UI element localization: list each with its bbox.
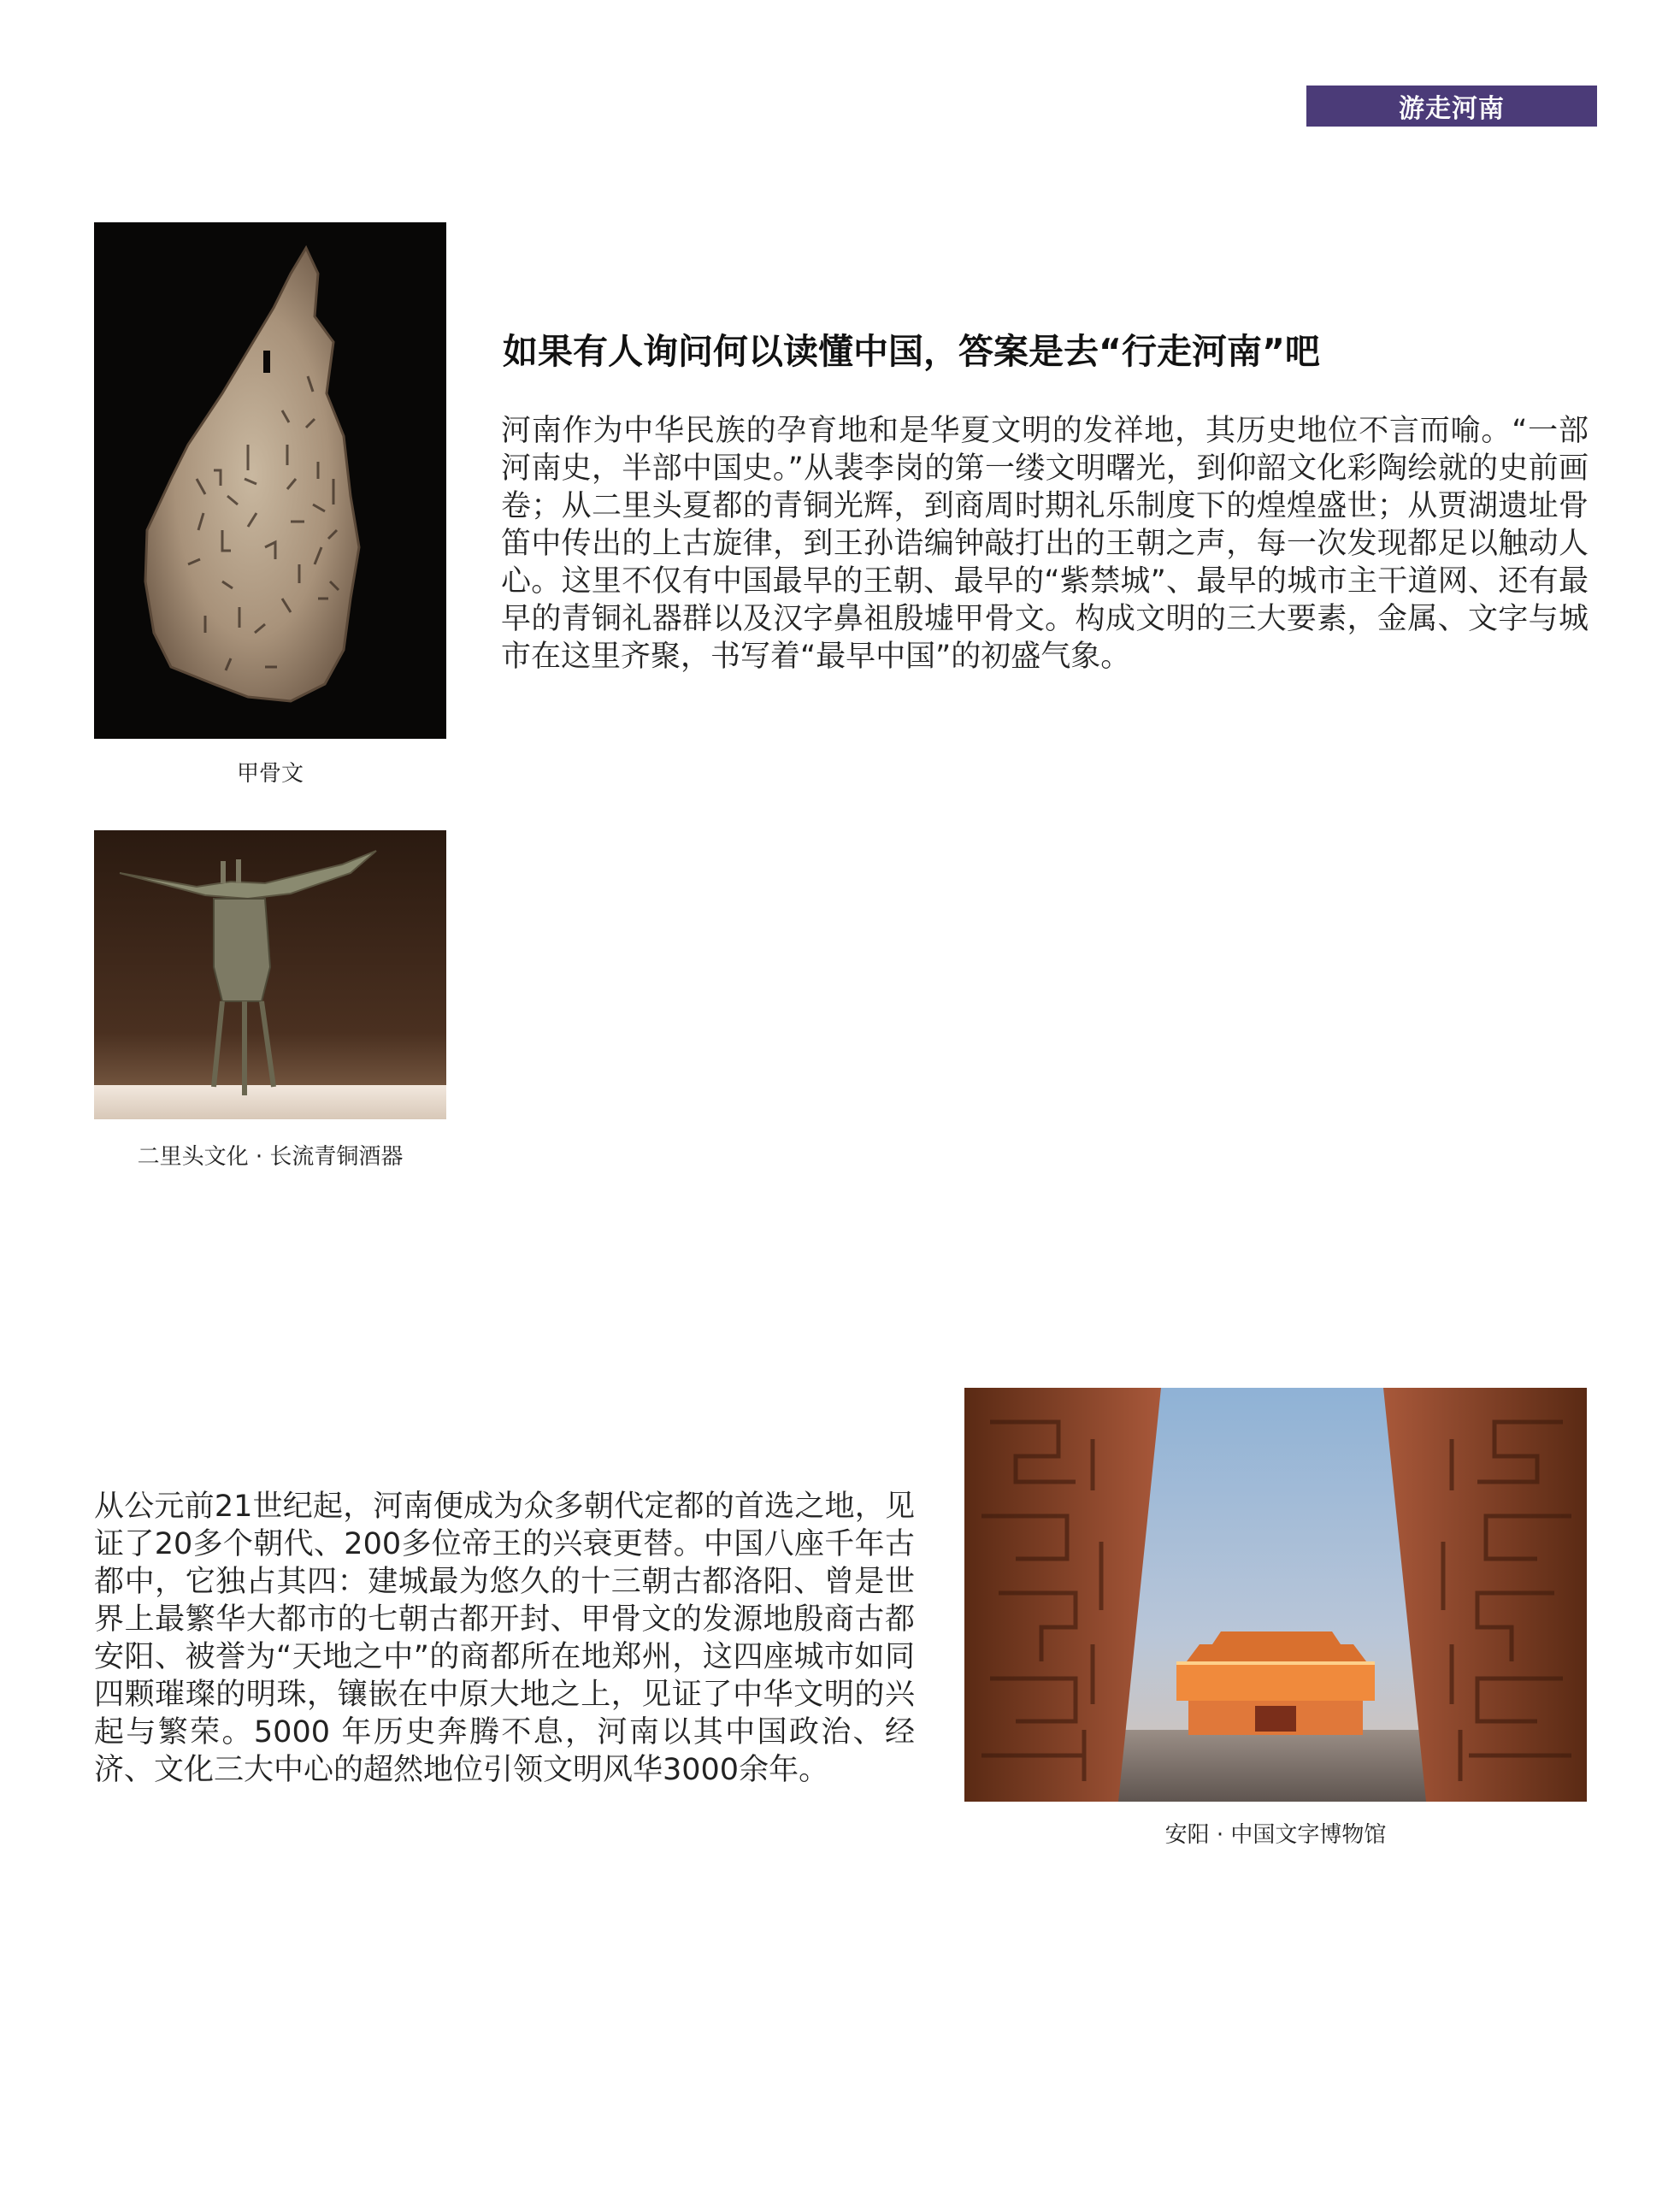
intro-paragraph [501,412,1589,676]
oracle-bone-photo [94,222,446,739]
section-tag: 游走河南 [1306,86,1597,127]
museum-photo [964,1388,1587,1802]
bronze-vessel-photo [94,830,446,1119]
oracle-bone-caption: 甲骨文 [236,761,304,787]
history-paragraph [94,1488,915,1789]
page-headline: 如果有人询问何以读懂中国，答案是去“行走河南”吧 [503,331,1320,372]
museum-caption: 安阳 · 中国文字博物馆 [1164,1822,1387,1848]
bronze-vessel-caption: 二里头文化 · 长流青铜酒器 [137,1144,404,1170]
history-paragraph-text: 从公元前21世纪起，河南便成为众多朝代定都的首选之地，见证了20多个朝代、200多位帝王的兴衰更替。中国八座千年古都中，它独占其四：建城最为悠久的十三朝古都洛阳、曾是世界上最繁华大都市的七朝古都开封、甲骨文的发源地殷商古都安阳、被誉为“天地之中”的商都所在地郑州，这四座城市如同四颗璀璨的明珠，镶嵌在中原大地之上，见证了中华文明的兴起与繁荣。5000 年历史奔腾不息，河南以其中国政治、经济、文化三大中心的超然地位引领文明风华3000余年。 [94,1490,915,1787]
intro-paragraph-text: 河南作为中华民族的孕育地和是华夏文明的发祥地，其历史地位不言而喻。“一部河南史，半部中国史。”从裴李岗的第一缕文明曙光，到仰韶文化彩陶绘就的史前画卷；从二里头夏都的青铜光辉，到商周时期礼乐制度下的煌煌盛世；从贾湖遗址骨笛中传出的上古旋律，到王孙诰编钟敲打出的王朝之声，每一次发现都足以触动人心。这里不仅有中国最早的王朝、最早的“紫禁城”、最早的城市主干道网、还有最早的青铜礼器群以及汉字鼻祖殷墟甲骨文。构成文明的三大要素，金属、文字与城市在这里齐聚，书写着“最早中国”的初盛气象。 [501,414,1589,674]
